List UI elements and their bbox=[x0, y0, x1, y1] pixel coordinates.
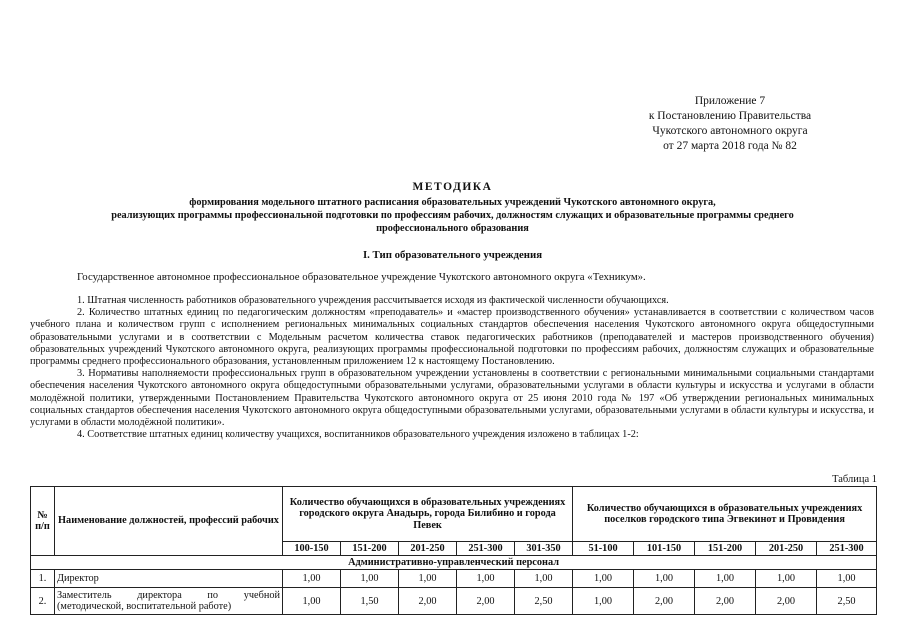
header-group-b: Количество обучающихся в образовательных учреждениях поселков городского типа Эгвекинот и Провидения bbox=[573, 487, 877, 542]
cell-value: 1,00 bbox=[756, 570, 817, 588]
cell-value: 1,00 bbox=[573, 570, 634, 588]
section-title: I. Тип образовательного учреждения bbox=[362, 249, 543, 261]
row-num: 2. bbox=[31, 588, 55, 615]
cell-value: 1,00 bbox=[634, 570, 695, 588]
row-num: 1. bbox=[31, 570, 55, 588]
header-num: № п/п bbox=[31, 487, 55, 556]
cell-value: 1,50 bbox=[341, 588, 399, 615]
cell-value: 2,00 bbox=[634, 588, 695, 615]
staffing-table bbox=[30, 486, 877, 615]
header-group-a: Количество обучающихся в образовательных учреждениях городского округа Анадырь, города Билибино и города Певек bbox=[283, 487, 573, 542]
cell-value: 1,00 bbox=[573, 588, 634, 615]
range-b: 251-300 bbox=[817, 542, 877, 556]
row-position: Заместитель директора по учебной (методической, воспитательной работе) bbox=[55, 588, 283, 615]
appendix-line: от 27 марта 2018 года № 82 bbox=[663, 140, 797, 152]
table-row bbox=[31, 570, 877, 588]
cell-value: 2,00 bbox=[695, 588, 756, 615]
range-a: 201-250 bbox=[399, 542, 457, 556]
paragraph-4: 4. Соответствие штатных единиц количеству учащихся, воспитанников образовательного учреждения изложено в таблицах 1-2: bbox=[77, 429, 639, 441]
subtitle-line: реализующих программы профессиональной подготовки по профессиям рабочих, должностям служащих и образовательные программы среднего bbox=[111, 210, 794, 221]
range-a: 151-200 bbox=[341, 542, 399, 556]
paragraph-1: 1. Штатная численность работников образовательного учреждения рассчитывается исходя из фактической численности обучающихся. bbox=[77, 295, 669, 306]
range-b: 51-100 bbox=[573, 542, 634, 556]
cell-value: 2,00 bbox=[457, 588, 515, 615]
cell-value: 2,50 bbox=[817, 588, 877, 615]
cell-value: 1,00 bbox=[695, 570, 756, 588]
appendix-line: Чукотского автономного округа bbox=[652, 125, 808, 137]
table-header-row bbox=[31, 487, 877, 542]
paragraphs bbox=[30, 295, 874, 441]
cell-value: 1,00 bbox=[341, 570, 399, 588]
subtitle-line: профессионального образования bbox=[376, 223, 529, 234]
cell-value: 2,00 bbox=[756, 588, 817, 615]
cell-value: 1,00 bbox=[515, 570, 573, 588]
header-position: Наименование должностей, профессий рабочих bbox=[55, 487, 283, 556]
appendix-line: Приложение 7 bbox=[694, 95, 766, 107]
cell-value: 1,00 bbox=[457, 570, 515, 588]
range-a: 100-150 bbox=[283, 542, 341, 556]
cell-value: 2,50 bbox=[515, 588, 573, 615]
range-a: 251-300 bbox=[457, 542, 515, 556]
appendix-block bbox=[600, 94, 860, 154]
document-title: МЕТОДИКА bbox=[412, 181, 493, 193]
cell-value: 1,00 bbox=[283, 570, 341, 588]
subtitle-line: формирования модельного штатного расписания образовательных учреждений Чукотского автономного округа, bbox=[189, 197, 716, 208]
table-row bbox=[31, 588, 877, 615]
cell-value: 1,00 bbox=[283, 588, 341, 615]
document-subtitle bbox=[40, 196, 865, 235]
institution-name: Государственное автономное профессиональное образовательное учреждение Чукотского автономного округа «Техникум». bbox=[77, 271, 646, 283]
group-label: Административно-управленческий персонал bbox=[31, 556, 877, 570]
paragraph-3: 3. Нормативы наполняемости профессиональных групп в образовательном учреждении установлены в соответствии с региональными минимальными социальными стандартами обеспечения населения Чукотского автономного округа общедоступными образовательными услугами, образовательными услугами в области культуры и искусства и услугами в области молодёжной политики, утвержденными Постановлением Правительства Чукотского автономного округа от 25 июня 2010 года № 197 «Об утверждении региональных минимальных социальных стандартов обеспечения населения Чукотского автономного округа общедоступными образовательными услугами, образовательными услугами в области культуры и искусства, и услугами в области молодёжной политики». bbox=[30, 368, 874, 429]
row-position: Директор bbox=[55, 570, 283, 588]
table-label: Таблица 1 bbox=[832, 474, 877, 485]
appendix-line: к Постановлению Правительства bbox=[648, 110, 812, 122]
cell-value: 1,00 bbox=[399, 570, 457, 588]
range-b: 101-150 bbox=[634, 542, 695, 556]
range-a: 301-350 bbox=[515, 542, 573, 556]
range-b: 151-200 bbox=[695, 542, 756, 556]
range-b: 201-250 bbox=[756, 542, 817, 556]
paragraph-2: 2. Количество штатных единиц по педагогическим должностям «преподаватель» и «мастер производственного обучения» устанавливается в соответствии с количеством часов учебного плана и количеством групп с исполнением региональных минимальных социальных стандартов обеспечения населения Чукотского автономного округа общедоступными образовательными услугами и в соответствии с Модельным расчетом количества ставок педагогических работников (преподавателей и мастеров производственного обучения) образовательных учреждений Чукотского автономного округа, реализующих программы профессиональной подготовки по профессиям рабочих, должностям служащих и образовательные программы среднего профессионального образования, установленным приложением 12 к настоящему Постановлению. bbox=[30, 307, 874, 368]
cell-value: 1,00 bbox=[817, 570, 877, 588]
table-group-row bbox=[31, 556, 877, 570]
cell-value: 2,00 bbox=[399, 588, 457, 615]
